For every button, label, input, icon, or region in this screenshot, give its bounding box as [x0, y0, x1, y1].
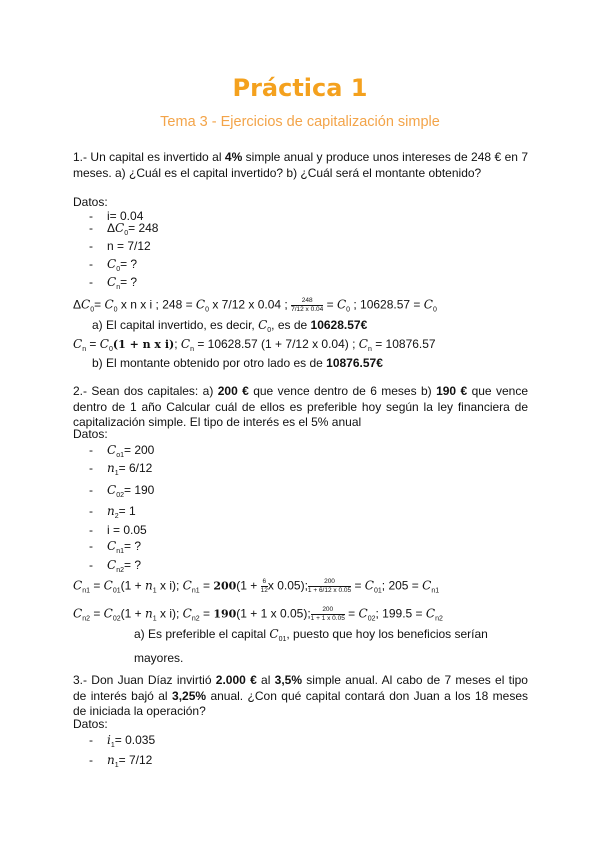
exercise-1-statement: 1.- Un capital es invertido al 4% simple anual y produce unos intereses de 248 € en 7 meses. a) ¿Cuál es el capital invertido? b) ¿Cuál será el montante obtenido?	[73, 150, 529, 180]
exercise-2-datos-label: Datos:	[73, 427, 108, 441]
fraction: $\frac{248}{7/12 x 0.04}$	[291, 297, 324, 313]
exercise-2-formula-2: $C_{n2} = C_{02}(1 + n_1$ x i); $C_{n2} = 190(1 + 1$ x 0.05); $\frac{200}{1 + 1 x 0.05}$ = $C_{02}$; $199.5 = C_{n2}$	[73, 606, 443, 623]
document-page: Práctica 1 Tema 3 - Ejercicios de capitalización simple 1.- Un capital es invertido al 4% simple anual y produce unos intereses de 248 € en 7 meses. a) ¿Cuál es el capital invertido? b) ¿Cuál será el montante obtenido? Datos: - i= 0.04 - $\Delta C_0= 248$ - n = 7/12 - $C_0=$ ? - $C_n=$ ? $\Delta C_0= C_0$ x n x i ; $248 = C_0$ x 7/12 x 0.04 ; $\frac{248}{7/12 x 0.04}$ = $C_0$ ; $10628.57 = C_0$ a) El capital invertido, es decir, $C_0$, es de 10628.57€ $C_n = C_0(1 + n$ x i); $C_n = 10628.57$ (1 + 7/12 x 0.04) ; $C_n = 10876.57$ b) El montante obtenido por otro lado es de 10876.57€ 2.- Sean dos capitales: a) 200 € que vence dentro de 6 meses b) 190 € que vence dentro de 1 año Calcular cuál de ellos es preferible hoy según la ley financiera de capitalización simple. El tipo de interés es el 5% anual Datos: - $C_{o1}= 200$ - $n_1= 6/12$ - $C_{02}= 190$ - $n_2= 1$ - i = 0.05 - $C_{n1}=$ ? - $C_{n2}=$ ? $C_{n1} = C_{01}(1 + n_1$ x i); $C_{n1} = 200(1$ + $\frac{6}{12}$ x 0.05); $\frac{200}{1 + 6/12 x 0.05}$ = $C_{01}$; $205 = C_{n1}$ $C_{n2} = C_{02}(1 + n_1$ x i); $C_{n2} = 190(1 + 1$ x 0.05); $\frac{200}{1 + 1 x 0.05}$ = $C_{02}$; $199.5 = C_{n2}$ a) Es preferible el capital $C_{01}$, puesto que hoy los beneficios serían mayores. 3.- Don Juan Díaz invirtió 2.000 € al 3,5% simple anual. Al cabo de 7 meses el tipo de interés bajó al 3,25% anual. ¿Con qué capital contará don Juan a los 18 meses de iniciada la operación? Datos: - $i_1= 0.035$ - $n_1= 7/12$	[0, 0, 600, 848]
fraction: $\frac{200}{1 + 1 x 0.05}$	[310, 606, 345, 622]
exercise-2-statement: 2.- Sean dos capitales: a) 200 € que vence dentro de 6 meses b) 190 € que vence dentro de 1 año Calcular cuál de ellos es preferible hoy según la ley financiera de capitalización simple. El tipo de interés es el 5% anual	[73, 384, 529, 429]
page-title: Práctica 1	[232, 74, 368, 102]
exercise-1-formula: $\Delta C_0= C_0$ x n x i ; $248 = C_0$ x 7/12 x 0.04 ; $\frac{248}{7/12 x 0.04}$ = $C_0$ ; $10628.57 = C_0$	[73, 297, 437, 314]
exercise-2-formula-1: $C_{n1} = C_{01}(1 + n_1$ x i); $C_{n1} = 200(1$ + $\frac{6}{12}$ x 0.05); $\frac{200}{1 + 6/12 x 0.05}$ = $C_{01}$; $205 = C_{n1}$	[73, 578, 440, 595]
exercise-1-answer-a: a) El capital invertido, es decir, $C_0$, es de 10628.57€	[92, 318, 368, 334]
fraction: $\frac{200}{1 + 6/12 x 0.05}$	[307, 578, 352, 594]
exercise-1-answer-b: b) El montante obtenido por otro lado es de 10876.57€	[92, 356, 383, 370]
exercise-3-statement: 3.- Don Juan Díaz invirtió 2.000 € al 3,5% simple anual. Al cabo de 7 meses el tipo de interés bajó al 3,25% anual. ¿Con qué capital contará don Juan a los 18 meses de iniciada la operación?	[73, 673, 528, 718]
exercise-3-datos-label: Datos:	[73, 717, 108, 731]
exercise-1-formula-2: $C_n = C_0(1 + n$ x i); $C_n = 10628.57$ (1 + 7/12 x 0.04) ; $C_n = 10876.57$	[73, 337, 436, 353]
exercise-1-datos-label: Datos:	[73, 195, 108, 209]
page-subtitle: Tema 3 - Ejercicios de capitalización simple	[160, 114, 440, 130]
fraction: $\frac{6}{12}$	[260, 578, 268, 594]
exercise-2-answer: a) Es preferible el capital $C_{01}$, puesto que hoy los beneficios serían mayores.	[134, 627, 488, 665]
